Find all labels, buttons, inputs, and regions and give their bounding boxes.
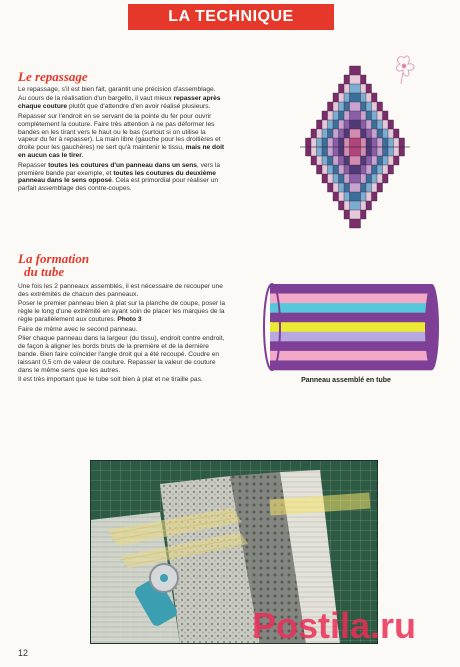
text-run: Poser le premier panneau bien à plat sur la planche de coupe, poser la règle le long d'une extrémité en ayant soin de placer les marques de la règle parallèlement aux coutures. bbox=[18, 300, 226, 324]
bold-text: mais ne doit en aucun cas le tirer bbox=[18, 144, 225, 160]
text-run: Repasser bbox=[18, 161, 49, 169]
text-run: Au cours de la réalisation d'un bargello, il vaut mieux bbox=[18, 95, 174, 103]
section-repassage-text bbox=[18, 86, 226, 195]
text-run: Plier chaque panneau dans la largeur (du tissu), endroit contre endroit, de façon à aligner les bords bruts de la première et de la dernière bande. Bien faire coïncider l'angle droit qui a été recoupé. Coudre en laissant 0,5 cm de valeur de couture. Repasser la valeur de couture dans le même sens que les autres. bbox=[18, 334, 225, 374]
tube-stripe bbox=[272, 322, 432, 332]
text-run: Une fois les 2 panneaux assemblés, il est nécessaire de recouper une des extrémités de chacun des panneaux. bbox=[18, 283, 223, 298]
tube-stripe bbox=[272, 294, 432, 304]
tube-stripe bbox=[272, 313, 432, 323]
tube-stripe bbox=[272, 351, 432, 361]
page-header bbox=[0, 0, 460, 32]
tube-stripe bbox=[272, 303, 432, 313]
tube-end-right bbox=[425, 284, 439, 370]
text-run: Repasser sur l'endroit en se servant de la pointe du fer pour ouvrir complètement la couture. Faire très attention à ne pas déformer les bandes en les tirant vers le haut ou le bas (surtout si on utilise la vapeur du fer à repasser). La main libre (gauche pour les droitières et droite pour les gauchères) ne sert qu'à maintenir le tissu, bbox=[18, 112, 221, 152]
tube-stripe bbox=[272, 360, 432, 370]
paragraph bbox=[18, 300, 226, 324]
text-run: , vers la première bande par exemple, et bbox=[18, 161, 221, 177]
tube-edge-segment bbox=[270, 322, 272, 332]
postila-watermark bbox=[246, 598, 456, 650]
paragraph bbox=[18, 162, 226, 194]
tube-edge-segment bbox=[270, 341, 272, 351]
bold-text: repasser après chaque couture bbox=[18, 95, 221, 111]
paragraph bbox=[18, 335, 226, 375]
tube-edge-segment bbox=[270, 313, 272, 323]
watermark-text: Postila.ru bbox=[252, 605, 417, 646]
tube-edge-segment bbox=[270, 332, 272, 342]
page-number: 12 bbox=[18, 648, 29, 658]
section-tube-text bbox=[18, 283, 226, 385]
tube-stripe bbox=[272, 341, 432, 351]
text-run: plutôt que d'attendre d'en avoir réalisé plusieurs. bbox=[67, 103, 211, 111]
decorative-flower-sketch bbox=[384, 50, 424, 90]
tube-stripe bbox=[272, 332, 432, 342]
bold-text: toutes les coutures d'un panneau dans un sens bbox=[48, 161, 197, 169]
paragraph bbox=[18, 113, 226, 160]
page-title: LA TECHNIQUE bbox=[128, 4, 334, 30]
tube-stripe bbox=[272, 284, 432, 294]
tube-caption: Panneau assemblé en tube bbox=[301, 377, 391, 384]
tube-edge-segment bbox=[270, 303, 272, 313]
text-run: Faire de même avec le second panneau. bbox=[18, 325, 138, 333]
fabric-tube-illustration bbox=[260, 280, 440, 376]
bold-text: toutes les coutures du deuxième panneau dans le sens opposé bbox=[18, 169, 216, 185]
paragraph bbox=[18, 95, 226, 111]
text-run: Le repassage, s'il est bien fait, garantit une précision d'assemblage. bbox=[18, 86, 216, 93]
text-run: Il est très important que le tube soit bien à plat et ne tiraille pas. bbox=[18, 375, 203, 383]
paragraph bbox=[18, 283, 226, 299]
paragraph bbox=[18, 326, 226, 334]
text-run: . Cela est primordial pour réaliser un parfait assemblage des contre-coupes. bbox=[18, 177, 219, 193]
section-title-tube-line2: du tube bbox=[24, 264, 65, 279]
text-run: . bbox=[81, 152, 84, 160]
section-title-repassage: Le repassage bbox=[18, 69, 88, 84]
paragraph bbox=[18, 86, 226, 94]
tube-edge-segment bbox=[270, 294, 272, 304]
paragraph bbox=[18, 376, 226, 384]
tube-edge-segment bbox=[270, 351, 272, 361]
section-title-tube-line1: La formation bbox=[18, 251, 90, 266]
bold-text: Photo 3 bbox=[117, 316, 142, 324]
